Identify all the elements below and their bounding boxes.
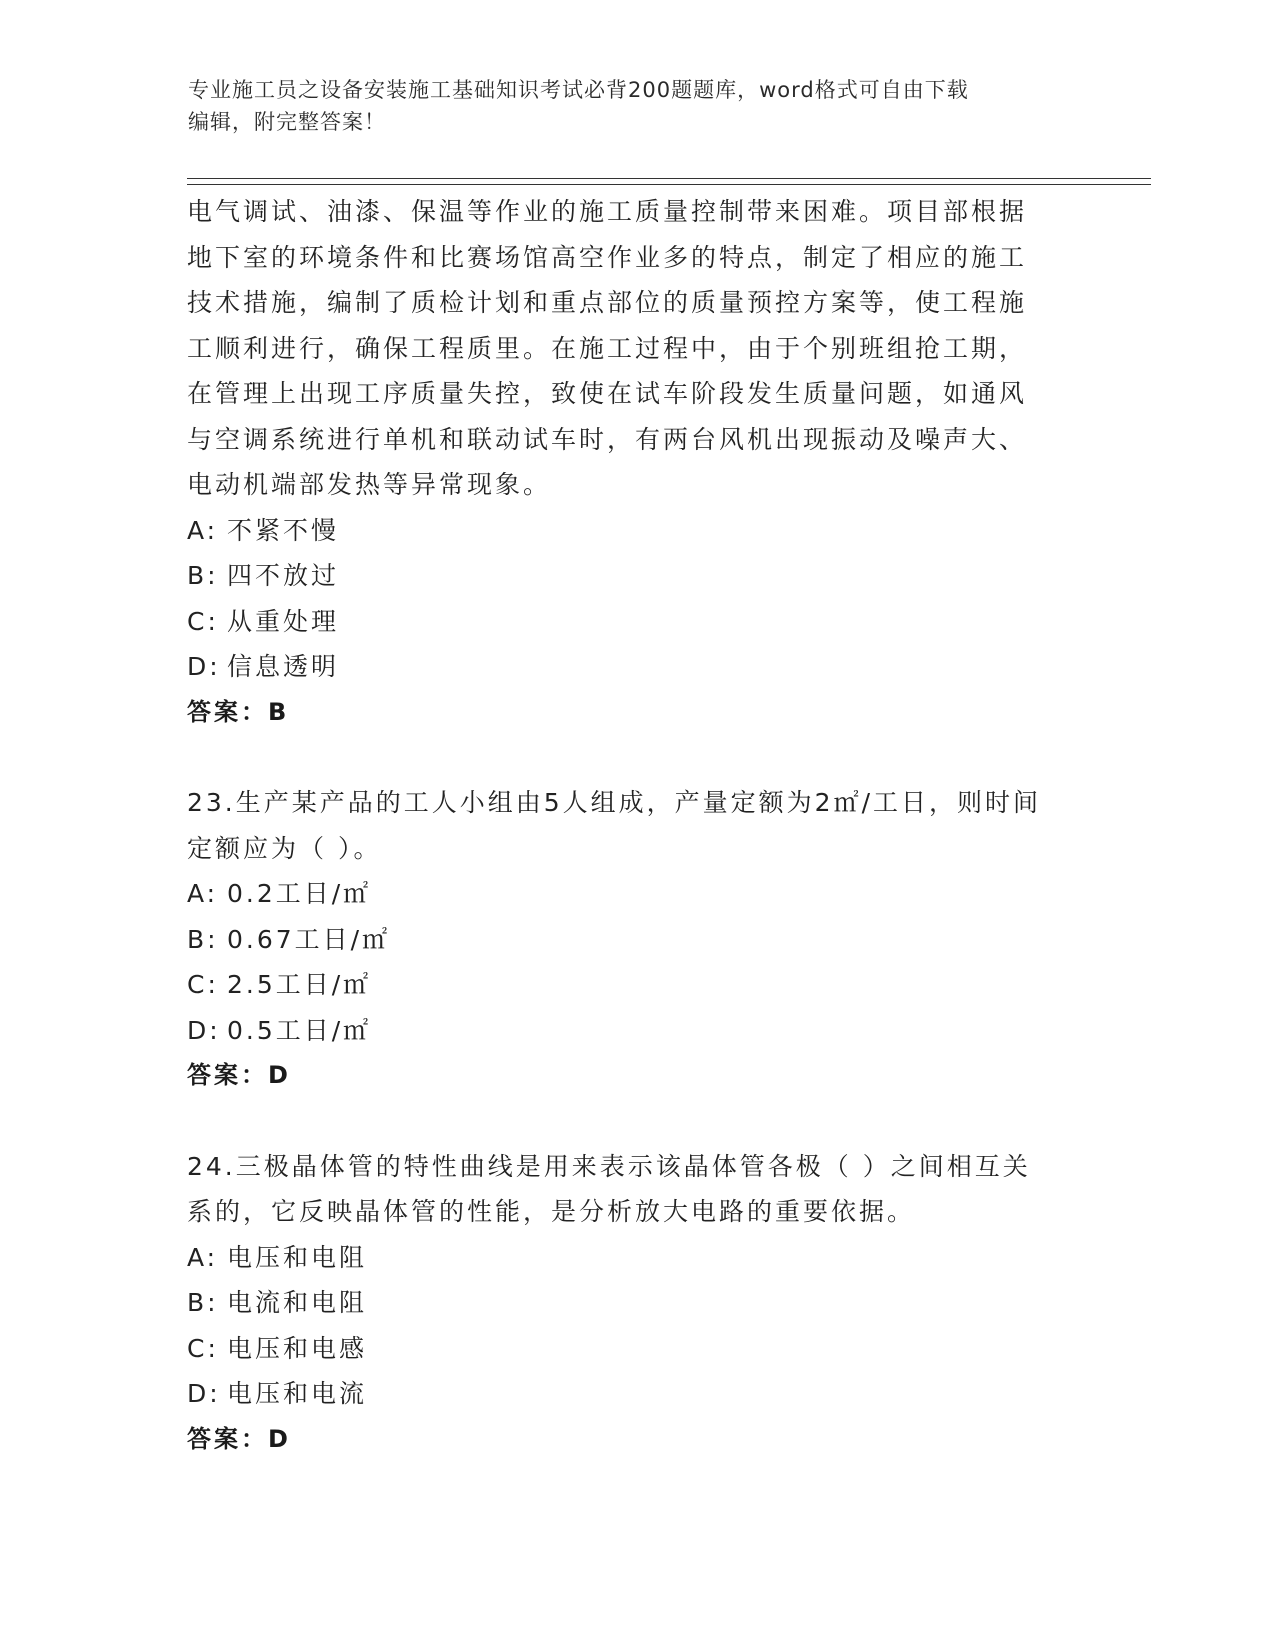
option-key: A: <box>187 1242 219 1272</box>
option-key: D: <box>187 1015 221 1045</box>
answer-line: 答案：B <box>187 697 290 726</box>
option-key: C: <box>187 970 219 999</box>
header-line-2: 编辑，附完整答案！ <box>188 110 386 134</box>
question-text-line: 技术措施，编制了质检计划和重点部位的质量预控方案等，使工程施 <box>187 288 1028 317</box>
option-key: A: <box>187 515 219 545</box>
option-b <box>187 1280 1087 1326</box>
option-text: 电压和电流 <box>227 1379 368 1408</box>
option-text: 0.5工日/㎡ <box>227 1015 372 1045</box>
question-24 <box>187 1144 1087 1463</box>
header-divider-top <box>187 178 1151 179</box>
option-b <box>187 553 1087 599</box>
question-text-line: 在管理上出现工序质量失控，致使在试车阶段发生质量问题，如通风 <box>187 379 1028 408</box>
option-text: 电流和电阻 <box>227 1288 368 1317</box>
question-text-line: 电动机端部发热等异常现象。 <box>187 470 552 499</box>
question-text-line: 23.生产某产品的工人小组由5人组成，产量定额为2㎡/工日，则时间 <box>187 788 1041 817</box>
option-key: C: <box>187 606 219 636</box>
option-key: B: <box>187 561 219 590</box>
question-text-line: 电气调试、油漆、保温等作业的施工质量控制带来困难。项目部根据 <box>187 197 1028 226</box>
answer-line: 答案：D <box>187 1424 291 1453</box>
option-text: 四不放过 <box>227 561 340 590</box>
question-text-line: 24.三极晶体管的特性曲线是用来表示该晶体管各极（ ）之间相互关 <box>187 1151 1031 1181</box>
option-text: 不紧不慢 <box>227 515 340 545</box>
option-a <box>187 508 1087 554</box>
option-c <box>187 962 1087 1008</box>
option-a <box>187 871 1087 917</box>
option-b <box>187 917 1087 963</box>
option-text: 信息透明 <box>227 652 340 681</box>
option-key: D: <box>187 1379 221 1408</box>
option-a <box>187 1235 1087 1281</box>
option-key: C: <box>187 1333 219 1363</box>
question-text-line: 定额应为（ ）。 <box>187 833 382 863</box>
option-text: 0.67工日/㎡ <box>227 924 391 954</box>
header-line-1: 专业施工员之设备安装施工基础知识考试必背200题题库，word格式可自由下载 <box>188 78 969 102</box>
question-22 <box>187 189 1087 735</box>
question-text-line: 与空调系统进行单机和联动试车时，有两台风机出现振动及噪声大、 <box>187 424 1028 454</box>
question-text-line: 地下室的环境条件和比赛场馆高空作业多的特点，制定了相应的施工 <box>187 242 1028 272</box>
option-text: 电压和电感 <box>227 1333 368 1363</box>
question-spacer <box>187 1099 1087 1144</box>
option-key: A: <box>187 879 219 908</box>
option-text: 0.2工日/㎡ <box>227 879 372 908</box>
document-body <box>187 189 1087 1462</box>
document-header <box>188 74 1088 138</box>
option-text: 2.5工日/㎡ <box>227 970 372 999</box>
question-23 <box>187 780 1087 1099</box>
option-c <box>187 599 1087 645</box>
question-text-line: 系的，它反映晶体管的性能，是分析放大电路的重要依据。 <box>187 1197 916 1226</box>
question-text-line: 工顺利进行，确保工程质里。在施工过程中，由于个别班组抢工期， <box>187 333 1028 363</box>
option-c <box>187 1326 1087 1372</box>
option-key: D: <box>187 652 221 681</box>
answer-line: 答案：D <box>187 1061 291 1089</box>
header-divider-bottom <box>187 184 1151 185</box>
option-d <box>187 644 1087 690</box>
question-spacer <box>187 735 1087 780</box>
option-key: B: <box>187 1288 219 1317</box>
option-key: B: <box>187 924 219 954</box>
option-d <box>187 1008 1087 1054</box>
option-text: 电压和电阻 <box>227 1242 368 1272</box>
option-d <box>187 1371 1087 1417</box>
option-text: 从重处理 <box>227 606 340 636</box>
